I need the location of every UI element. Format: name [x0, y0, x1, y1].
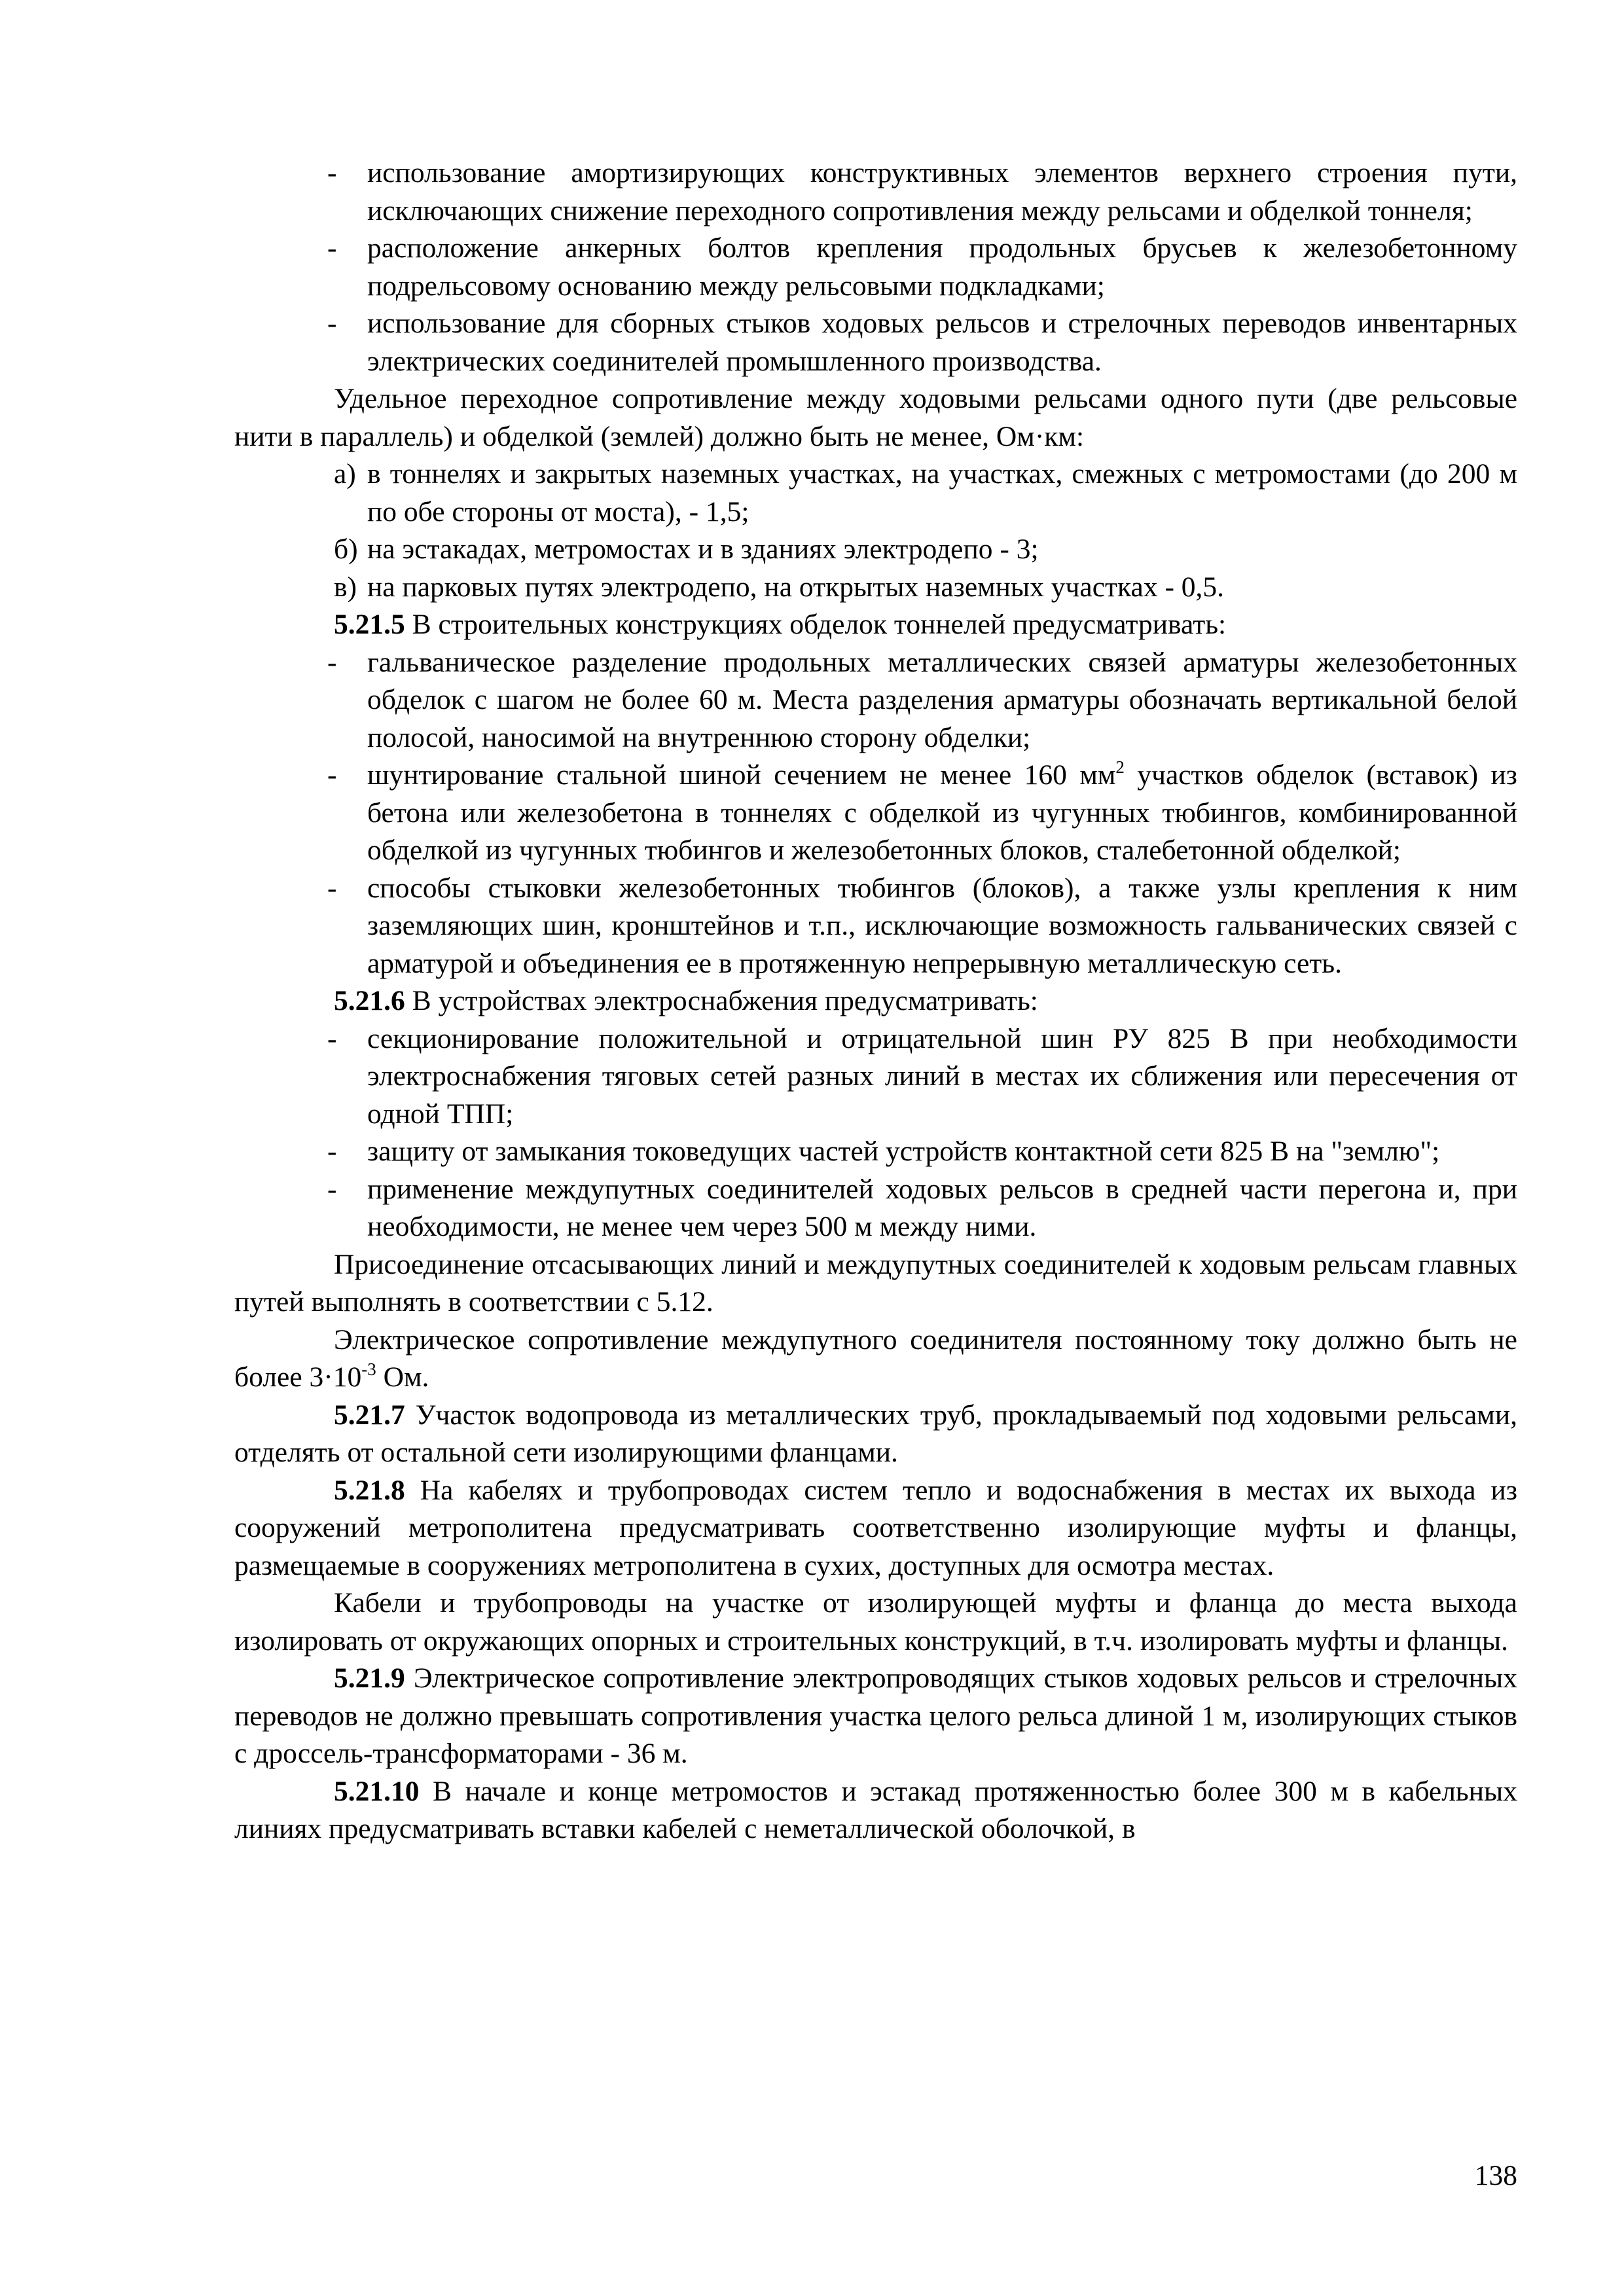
clause-number: 5.21.7	[334, 1399, 405, 1431]
list-item-text: расположение анкерных болтов крепления продольных брусьев к железобетонному подрельсовому основанию между рельсовыми подкладками;	[367, 232, 1517, 302]
page-number: 138	[1474, 2160, 1517, 2191]
clause-text: В устройствах электроснабжения предусматривать:	[405, 985, 1038, 1016]
list-item-text: гальваническое разделение продольных металлических связей арматуры железобетонных обделок с шагом не более 60 м. Места разделения арматуры обозначать вертикальной белой полосой, наносимой на внутреннюю сторону обделки;	[367, 646, 1517, 753]
paragraph	[234, 1321, 1517, 1397]
bullet-marker: -	[327, 157, 337, 188]
alpha-marker: б)	[334, 533, 358, 565]
clause-paragraph	[234, 1773, 1517, 1848]
list-item	[234, 569, 1517, 607]
paragraph-text-before: Электрическое сопротивление междупутного соединителя постоянному току должно быть не более 3·10	[234, 1323, 1517, 1393]
list-item-text-before: шунтирование стальной шиной сечением не менее 160 мм	[367, 759, 1116, 791]
clause-number: 5.21.10	[334, 1775, 420, 1807]
list-item	[234, 1171, 1517, 1246]
document-page	[234, 154, 1517, 1848]
bullet-marker: -	[327, 646, 337, 678]
clause-paragraph	[234, 1472, 1517, 1585]
list-item	[234, 1133, 1517, 1171]
list-item	[234, 644, 1517, 757]
paragraph-text: Присоединение отсасывающих линий и междупутных соединителей к ходовым рельсам главных путей выполнять в соответствии с 5.12.	[234, 1248, 1517, 1318]
list-item-text: секционирование положительной и отрицательной шин РУ 825 В при необходимости электроснабжения тяговых сетей разных линий в местах их сближения или пересечения от одной ТПП;	[367, 1022, 1517, 1130]
clause-text: Электрическое сопротивление электропроводящих стыков ходовых рельсов и стрелочных переводов не должно превышать сопротивления участка целого рельса длиной 1 м, изолирующих стыков с дроссель-трансформаторами - 36 м.	[234, 1662, 1517, 1769]
paragraph-text-after: Ом.	[376, 1361, 429, 1393]
bullet-marker: -	[327, 308, 337, 339]
alpha-marker: в)	[334, 571, 357, 603]
list-item-text: применение междупутных соединителей ходовых рельсов в средней части перегона и, при необходимости, не менее чем через 500 м между ними.	[367, 1173, 1517, 1242]
alpha-marker: а)	[334, 458, 356, 490]
list-item-text: способы стыковки железобетонных тюбингов (блоков), а также узлы крепления к ним заземляющих шин, кронштейнов и т.п., исключающие возможность гальванических связей с арматурой и объединения ее в протяженную непрерывную металлическую сеть.	[367, 872, 1517, 979]
paragraph-text: Кабели и трубопроводы на участке от изолирующей муфты и фланца до места выхода изолировать от окружающих опорных и строительных конструкций, в т.ч. изолировать муфты и фланцы.	[234, 1587, 1517, 1657]
superscript: -3	[361, 1359, 376, 1380]
clause-number: 5.21.9	[334, 1662, 405, 1694]
list-item-text-after: участков обделок (вставок) из бетона или железобетона в тоннелях с обделкой из чугунных тюбингов, комбинированной обделкой из чугунных тюбингов и железобетонных блоков, сталебетонной обделкой;	[367, 759, 1517, 866]
clause-paragraph	[234, 606, 1517, 644]
clause-number: 5.21.5	[334, 609, 405, 640]
bullet-marker: -	[327, 232, 337, 264]
list-item-text: использование амортизирующих конструктивных элементов верхнего строения пути, исключающих снижение переходного сопротивления между рельсами и обделкой тоннеля;	[367, 157, 1517, 226]
list-item-text: на парковых путях электродепо, на открытых наземных участках - 0,5.	[367, 571, 1225, 603]
list-item	[234, 456, 1517, 531]
clause-paragraph	[234, 1397, 1517, 1472]
clause-text: В начале и конце метромостов и эстакад протяженностью более 300 м в кабельных линиях предусматривать вставки кабелей с неметаллической оболочкой, в	[234, 1775, 1517, 1844]
list-item	[234, 1020, 1517, 1134]
clause-text: В строительных конструкциях обделок тоннелей предусматривать:	[405, 609, 1227, 640]
list-item	[234, 230, 1517, 305]
list-item-text: на эстакадах, метромостах и в зданиях электродепо - 3;	[367, 533, 1039, 565]
list-item-text: защиту от замыкания токоведущих частей устройств контактной сети 825 В на "землю";	[367, 1136, 1440, 1167]
list-item-text: использование для сборных стыков ходовых рельсов и стрелочных переводов инвентарных электрических соединителей промышленного производства.	[367, 308, 1517, 377]
bullet-marker: -	[327, 872, 337, 904]
list-item	[234, 154, 1517, 230]
clause-number: 5.21.8	[334, 1474, 405, 1506]
paragraph	[234, 1246, 1517, 1321]
list-item	[234, 305, 1517, 380]
bullet-marker: -	[327, 1136, 337, 1167]
list-item	[234, 870, 1517, 983]
paragraph-text: Удельное переходное сопротивление между ходовыми рельсами одного пути (две рельсовые нити в параллель) и обделкой (землей) должно быть не менее, Ом·км:	[234, 383, 1517, 452]
bullet-marker: -	[327, 1173, 337, 1205]
bullet-marker: -	[327, 1022, 337, 1054]
list-item	[234, 531, 1517, 569]
clause-paragraph	[234, 982, 1517, 1020]
bullet-marker: -	[327, 759, 337, 791]
clause-text: Участок водопровода из металлических труб, прокладываемый под ходовыми рельсами, отделять от остальной сети изолирующими фланцами.	[234, 1399, 1517, 1468]
list-item-text: в тоннелях и закрытых наземных участках, на участках, смежных с метромостами (до 200 м по обе стороны от моста), - 1,5;	[367, 458, 1517, 528]
superscript: 2	[1115, 757, 1125, 778]
clause-text: На кабелях и трубопроводах систем тепло и водоснабжения в местах их выхода из сооружений метрополитена предусматривать соответственно изолирующие муфты и фланцы, размещаемые в сооружениях метрополитена в сухих, доступных для осмотра местах.	[234, 1474, 1517, 1581]
clause-paragraph	[234, 1660, 1517, 1773]
list-item	[234, 757, 1517, 870]
paragraph	[234, 1585, 1517, 1660]
paragraph	[234, 380, 1517, 456]
clause-number: 5.21.6	[334, 985, 405, 1016]
